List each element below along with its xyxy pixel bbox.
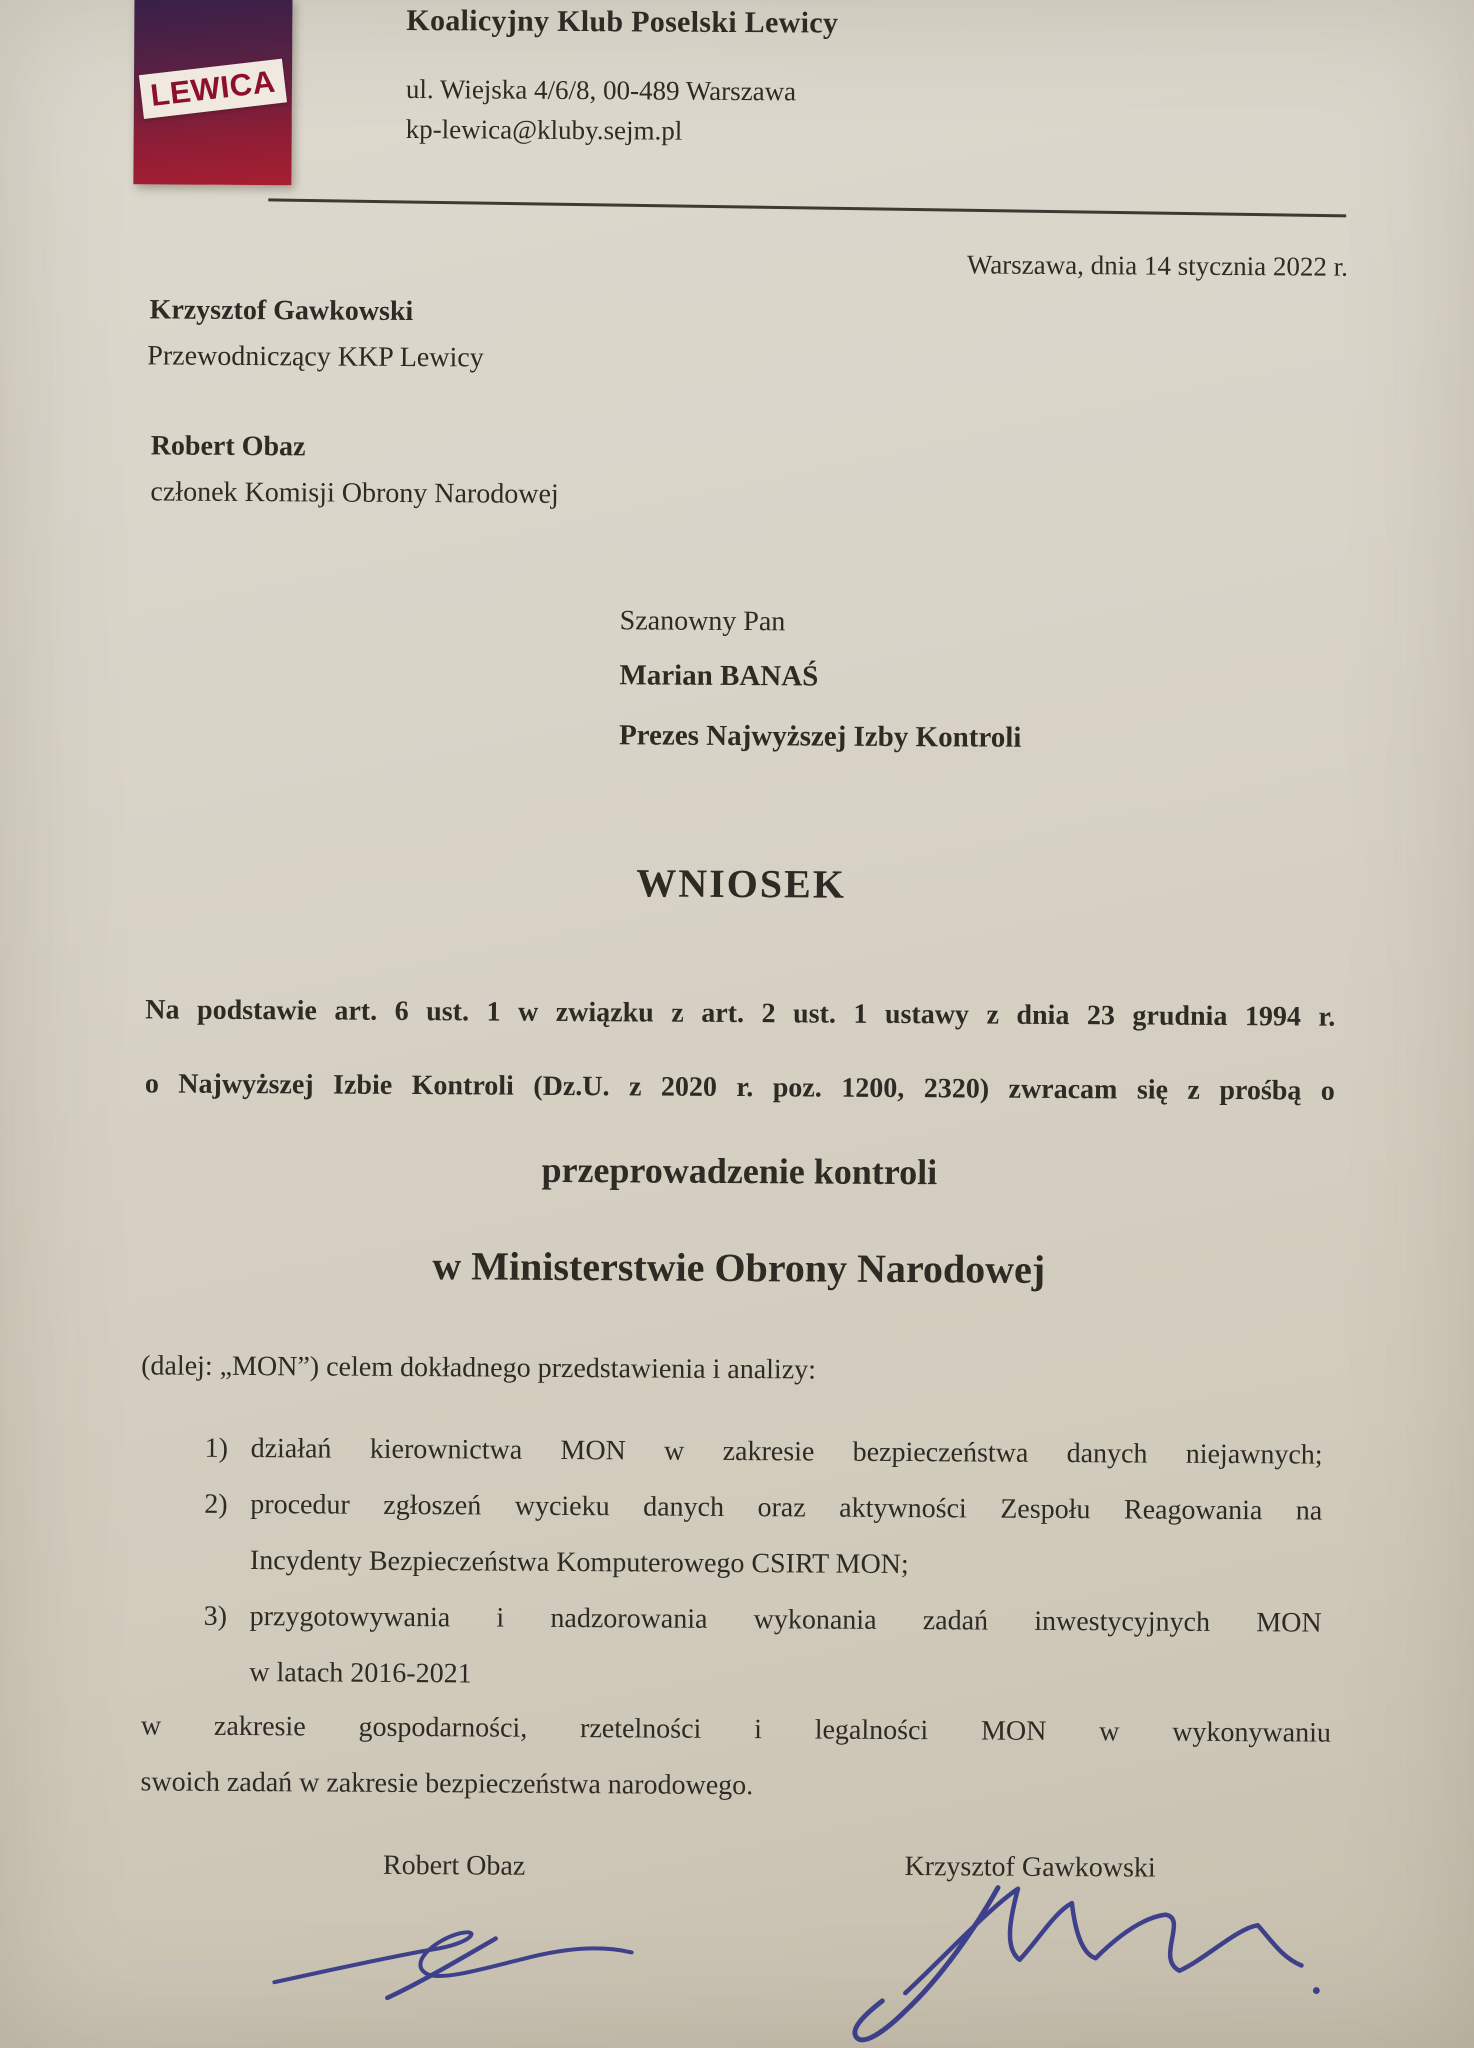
krzysztof-gawkowski-signature-ink (855, 1887, 1321, 2043)
org-address: ul. Wiejska 4/6/8, 00-489 Warszawa (405, 73, 797, 107)
recipient-name: Marian BANAŚ (619, 659, 819, 693)
list-item-2-line-1: procedur zgłoszeń wycieku danych oraz aktywności Zespołu Reagowania na (250, 1489, 1323, 1527)
intro-line: (dalej: „MON”) celem dokładnego przedstawienia i analizy: (141, 1350, 817, 1386)
list-item-1-number: 1) (204, 1432, 229, 1464)
sender-2-name: Robert Obaz (150, 430, 306, 463)
legal-basis-line-1: Na podstawie art. 6 ust. 1 w związku z art. 2 ust. 1 ustawy z dnia 23 grudnia 1994 r. (145, 994, 1336, 1033)
list-item-3-line-2: w latach 2016-2021 (249, 1657, 472, 1690)
closing-line-1: w zakresie gospodarności, rzetelności i legalności MON w wykonywaniu (140, 1710, 1332, 1749)
list-item-3-number: 3) (203, 1600, 228, 1632)
org-email: kp-lewica@kluby.sejm.pl (405, 113, 683, 146)
lewica-logo (133, 0, 292, 185)
recipient-salutation: Szanowny Pan (619, 605, 786, 638)
list-item-3-line-1: przygotowywania i nadzorowania wykonania zadań inwestycyjnych MON (249, 1601, 1322, 1639)
request-emphasis-1: przeprowadzenie kontroli (541, 1149, 938, 1193)
sender-1-title: Przewodniczący KKP Lewicy (147, 340, 484, 374)
request-emphasis-2: w Ministerstwie Obrony Narodowej (432, 1243, 1046, 1292)
sender-2-title: członek Komisji Obrony Narodowej (150, 476, 559, 510)
list-item-1-line-1: działań kierownictwa MON w zakresie bezpieczeństwa danych niejawnych; (250, 1433, 1323, 1471)
legal-basis-line-2: o Najwyższej Izbie Kontroli (Dz.U. z 2020 r. poz. 1200, 2320) zwracam się z prośbą o (144, 1068, 1335, 1107)
dateline: Warszawa, dnia 14 stycznia 2022 r. (966, 249, 1348, 282)
list-item-2-line-2: Incydenty Bezpieczeństwa Komputerowego CSIRT MON; (249, 1545, 909, 1581)
signature-name-right: Krzysztof Gawkowski (904, 1851, 1156, 1884)
letterhead-divider (268, 198, 1346, 217)
document-title: WNIOSEK (636, 860, 847, 907)
closing-line-2: swoich zadań w zakresie bezpieczeństwa narodowego. (140, 1766, 754, 1802)
list-item-2-number: 2) (204, 1488, 228, 1520)
org-name: Koalicyjny Klub Poselski Lewicy (406, 3, 839, 40)
lewica-logo-band (139, 59, 287, 119)
robert-obaz-signature-ink (274, 1931, 631, 1999)
signature-name-left: Robert Obaz (382, 1849, 526, 1882)
lewica-logo-text: LEWICA (148, 63, 278, 113)
sender-1-name: Krzysztof Gawkowski (149, 294, 414, 328)
recipient-title: Prezes Najwyższej Izby Kontroli (618, 719, 1022, 754)
